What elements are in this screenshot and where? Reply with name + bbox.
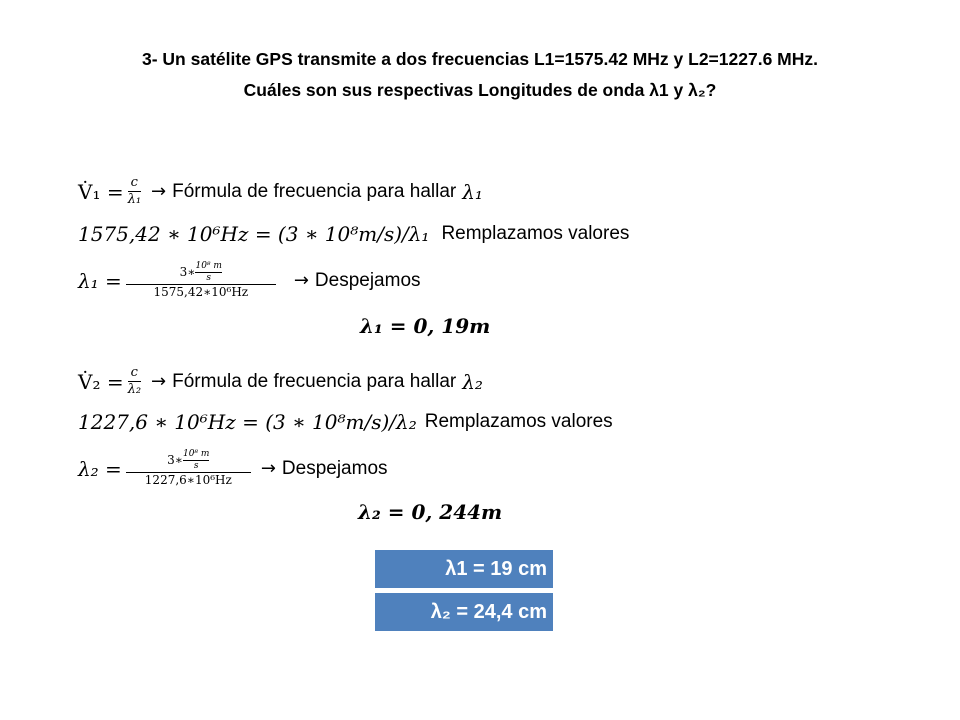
fraction: $\frac{c}{\text{λ₁}}$ — [127, 175, 142, 207]
substitution-line-1 — [78, 222, 629, 246]
solve-line-2 — [78, 450, 388, 487]
substitution-note: Remplazamos valores — [424, 411, 613, 432]
result-lambda2: λ₂ = 0, 244m — [358, 500, 503, 524]
formula-note: Fórmula de frecuencia para hallar — [172, 370, 457, 392]
substitution-line-2 — [78, 410, 613, 434]
answer-box-lambda1: λ1 = 19 cm — [375, 550, 553, 588]
solve-note: Despejamos — [281, 457, 388, 479]
formula-lhs: V̇₁ = — [78, 179, 124, 204]
substitution-note: Remplazamos valores — [441, 223, 630, 244]
fraction: $\frac{c}{\text{λ₂}}$ — [127, 365, 142, 397]
substitution: 1227,6 ∗ 10⁶Hz = (3 ∗ 10⁸m/s)/λ₂ — [78, 410, 417, 434]
formula-var: λ₁ — [462, 179, 483, 204]
right-arrow-icon: → — [151, 371, 167, 392]
formula-lhs: V̇₂ = — [78, 369, 124, 394]
solve-fraction: 3∗ 10⁸ m s 1575,42∗10⁶Hz — [126, 262, 276, 299]
title-line-1: 3- Un satélite GPS transmite a dos frecuencias L1=1575.42 MHz y L2=1227.6 MHz. — [142, 49, 818, 69]
solve-lhs: λ₁ = — [78, 268, 122, 293]
title-line-2: Cuáles son sus respectivas Longitudes de onda λ1 y λ₂? — [243, 80, 717, 100]
solve-note: Despejamos — [314, 269, 421, 291]
right-arrow-icon: → — [260, 458, 276, 479]
substitution: 1575,42 ∗ 10⁶Hz = (3 ∗ 10⁸m/s)/λ₁ — [78, 222, 430, 246]
formula-var: λ₂ — [462, 369, 483, 394]
answer-box-lambda2: λ₂ = 24,4 cm — [375, 593, 553, 631]
formula-line-2 — [78, 366, 483, 397]
formula-line-1 — [78, 176, 483, 207]
right-arrow-icon: → — [151, 181, 167, 202]
solve-line-1 — [78, 262, 421, 299]
formula-note: Fórmula de frecuencia para hallar — [172, 180, 457, 202]
solve-lhs: λ₂ = — [78, 456, 122, 481]
solve-fraction: 3∗ 10⁸ m s 1227,6∗10⁶Hz — [126, 450, 251, 487]
problem-title — [0, 44, 960, 106]
right-arrow-icon: → — [293, 270, 309, 291]
result-lambda1: λ₁ = 0, 19m — [360, 314, 491, 338]
